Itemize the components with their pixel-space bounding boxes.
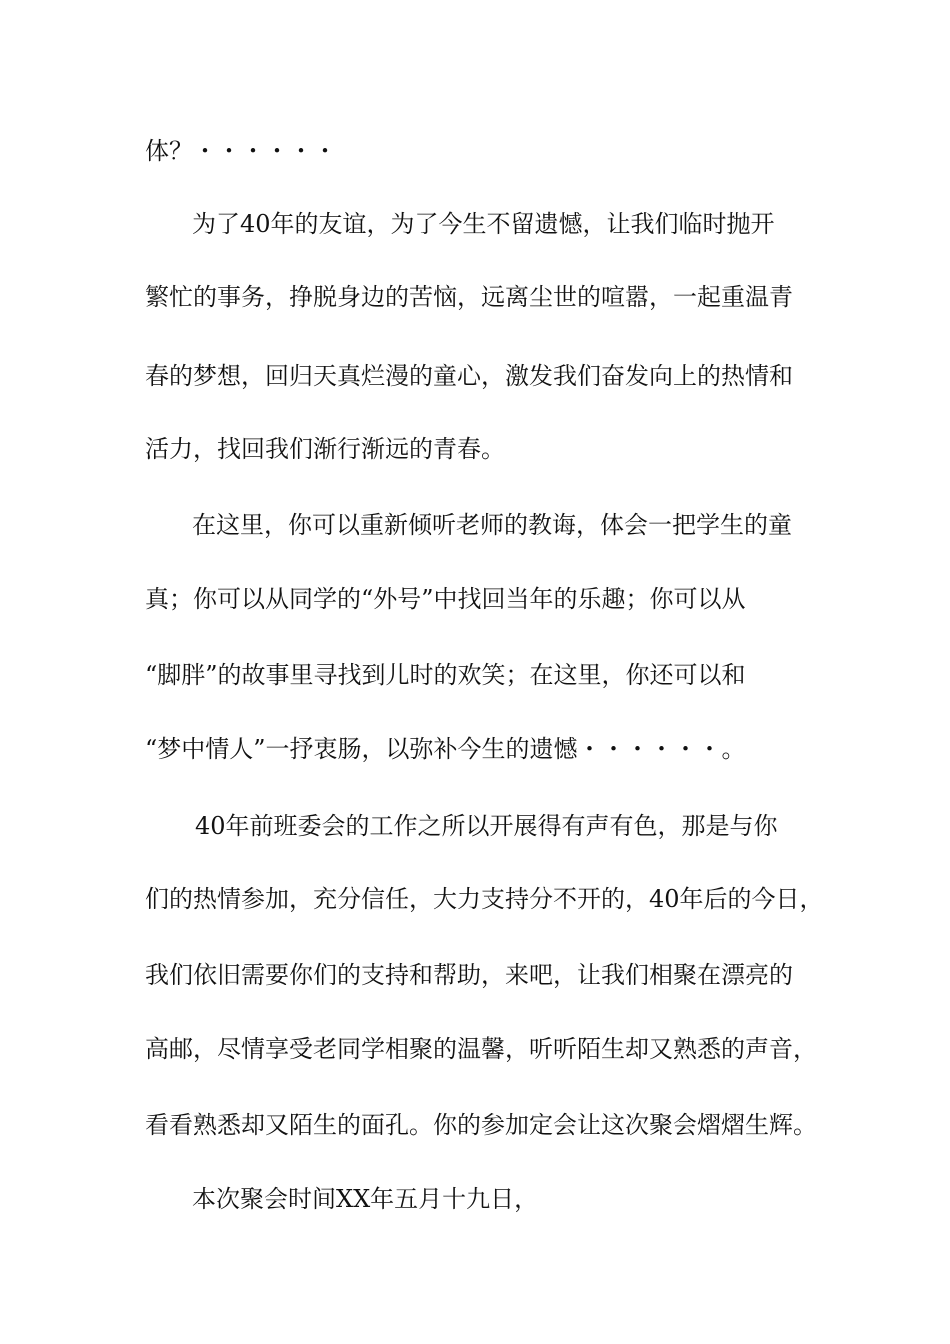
text-line-7: 真；你可以从同学的“外号”中找回当年的乐趣；你可以从 xyxy=(145,585,746,613)
text-line-14: 看看熟悉却又陌生的面孔。你的参加定会让这次聚会熠熠生辉。 xyxy=(145,1111,817,1139)
text-line-4: 春的梦想，回归天真烂漫的童心，激发我们奋发向上的热情和 xyxy=(145,362,793,390)
text-line-6: 在这里，你可以重新倾听老师的教诲，体会一把学生的童 xyxy=(192,511,792,539)
text-line-9: “梦中情人”一抒衷肠，以弥补今生的遗憾・・・・・・。 xyxy=(145,735,746,763)
text-line-12: 我们依旧需要你们的支持和帮助，来吧，让我们相聚在漂亮的 xyxy=(145,961,793,989)
text-line-1: 体？・・・・・・ xyxy=(145,137,337,165)
text-line-13: 高邮，尽情享受老同学相聚的温馨，听听陌生却又熟悉的声音， xyxy=(145,1035,817,1063)
text-line-10: 40年前班委会的工作之所以开展得有声有色，那是与你 xyxy=(195,812,778,840)
text-line-3: 繁忙的事务，挣脱身边的苦恼，远离尘世的喧嚣，一起重温青 xyxy=(145,283,793,311)
text-line-5: 活力，找回我们渐行渐远的青春。 xyxy=(145,435,505,463)
text-line-8: “脚胖”的故事里寻找到儿时的欢笑；在这里，你还可以和 xyxy=(145,661,746,689)
text-line-15: 本次聚会时间XX年五月十九日， xyxy=(192,1185,539,1213)
text-line-11: 们的热情参加，充分信任，大力支持分不开的，40年后的今日， xyxy=(145,885,824,913)
text-line-2: 为了40年的友谊，为了今生不留遗憾，让我们临时抛开 xyxy=(192,210,775,238)
